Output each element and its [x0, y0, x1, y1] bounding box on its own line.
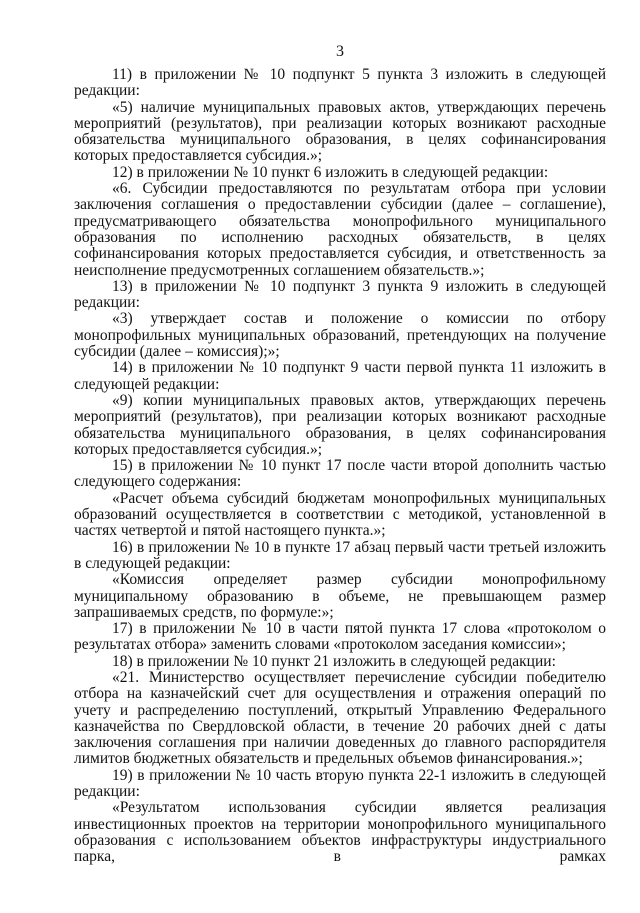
document-body	[74, 67, 606, 866]
paragraph-15: 15) в приложении № 10 пункт 17 после части второй дополнить частью следующего содержания:	[74, 457, 606, 491]
paragraph-18: 18) в приложении № 10 пункт 21 изложить в следующей редакции:	[112, 652, 556, 670]
paragraph-11-quote: «5) наличие муниципальных правовых актов, утверждающих перечень мероприятий (результатов), при реализации которых возникают расходные обязательства муниципального образования, в целях софинансирования которых предоставляется субсидия.»;	[74, 98, 606, 165]
paragraph-13: 13) в приложении № 10 подпункт 3 пункта 9 изложить в следующей редакции:	[74, 277, 606, 312]
paragraph-16: 16) в приложении № 10 в пункте 17 абзац первый части третьей изложить в следующей редакции:	[74, 538, 606, 572]
paragraph-12-quote: «6. Субсидии предоставляются по результатам отбора при условии заключения соглашения о предоставлении субсидии (далее – соглашение), предусматривающего обязательства монопрофильного муниципального образования по исполнению расходных обязательств, в целях софинансирования которых предоставляется субсидия, и ответственность за неисполнение предусмотренных соглашением обязательств.»;	[74, 180, 606, 279]
paragraph-11: 11) в приложении № 10 подпункт 5 пункта 3 изложить в следующей редакции:	[74, 66, 606, 100]
paragraph-16-quote: «Комиссия определяет размер субсидии монопрофильному муниципальному образованию в объеме, не превышающем размер запрашиваемых средств, по формуле:»;	[74, 571, 606, 621]
paragraph-17: 17) в приложении № 10 в части пятой пункта 17 слова «протоколом о результатах отбора» заменить словами «протоколом заседания комиссии»;	[74, 620, 606, 654]
paragraph-14: 14) в приложении № 10 подпункт 9 части первой пункта 11 изложить в следующей редакции:	[74, 359, 606, 393]
paragraph-12: 12) в приложении № 10 пункт 6 изложить в следующей редакции:	[112, 163, 549, 181]
paragraph-13-quote: «3) утверждает состав и положение о комиссии по отбору монопрофильных муниципальных образований, претендующих на получение субсидии (далее – комиссия);»;	[74, 310, 606, 361]
page-number: 3	[336, 43, 344, 60]
paragraph-14-quote: «9) копии муниципальных правовых актов, утверждающих перечень мероприятий (результатов), при реализации которых возникают расходные обязательства муниципального образования, в целях софинансирования которых предоставляется субсидия.»;	[74, 391, 606, 458]
paragraph-19-quote: «Результатом использования субсидии является реализация инвестиционных проектов на территории монопрофильного муниципального образования с использованием объектов инфраструктуры индустриального парка, в рамках	[74, 799, 606, 866]
paragraph-18-quote: «21. Министерство осуществляет перечисление субсидии победителю отбора на казначейский счет для осуществления и отражения операций по учету и распределению поступлений, открытый Управлению Федерального казначейства по Свердловской области, в течение 20 рабочих дней с даты заключения соглашения при наличии доведенных до главного распорядителя лимитов бюджетных обязательств и предельных объемов финансирования.»;	[74, 668, 606, 768]
paragraph-15-quote: «Расчет объема субсидий бюджетам монопрофильных муниципальных образований осуществляется в соответствии с методикой, установленной в частях четвертой и пятой настоящего пункта.»;	[74, 489, 606, 540]
paragraph-19: 19) в приложении № 10 часть вторую пункта 22-1 изложить в следующей редакции:	[74, 766, 606, 801]
